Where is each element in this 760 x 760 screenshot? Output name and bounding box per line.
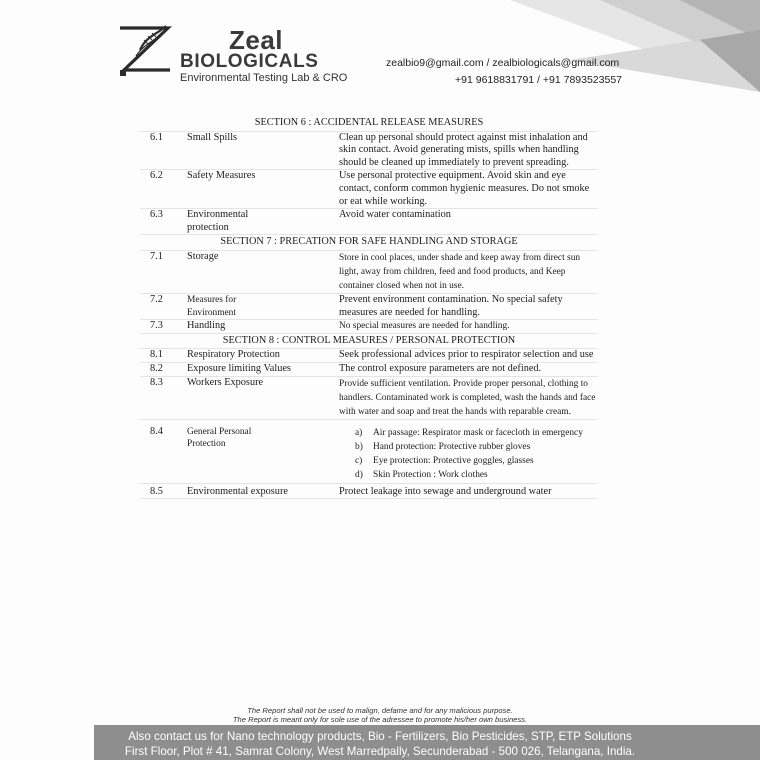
zeal-logo-icon xyxy=(116,22,174,78)
row-label: Workers Exposure xyxy=(187,376,264,388)
table-row xyxy=(140,251,598,294)
row-number: 8.1 xyxy=(150,349,163,361)
table-row xyxy=(140,209,598,235)
contact-emails: zealbio9@gmail.com / zealbiologicals@gmail.com xyxy=(386,57,620,69)
row-description: Protect leakage into sewage and underground water xyxy=(339,485,552,497)
row-label: Storage xyxy=(187,250,219,262)
row-label: Measures for Environment xyxy=(187,294,237,318)
row-description: Use personal protective equipment. Avoid skin and eye contact, conform common hygienic measures. Do not smoke or eat while working. xyxy=(339,170,590,207)
row-label: Exposure limiting Values xyxy=(187,362,291,374)
table-row xyxy=(140,170,598,209)
row-number: 8.5 xyxy=(150,485,163,497)
row-description: The control exposure parameters are not defined. xyxy=(339,362,542,374)
list-item-text: Air passage: Respirator mask or facecloth in emergency xyxy=(373,427,583,438)
section-heading: SECTION 8 : CONTROL MEASURES / PERSONAL PROTECTION xyxy=(140,334,598,350)
list-item xyxy=(355,426,596,440)
table-row xyxy=(140,420,598,484)
row-number: 7.2 xyxy=(150,293,163,305)
brand-name: Zeal xyxy=(229,25,284,55)
table-row xyxy=(140,320,598,334)
row-description: Prevent environment contamination. No special safety measures are needed for handling. xyxy=(339,293,563,318)
brand-tagline: Environmental Testing Lab & CRO xyxy=(180,72,348,84)
table-row xyxy=(140,132,598,171)
row-label: Respiratory Protection xyxy=(187,349,280,361)
row-label: Environmental exposure xyxy=(187,485,288,497)
section-heading: SECTION 6 : ACCIDENTAL RELEASE MEASURES xyxy=(140,116,598,132)
row-description: Clean up personal should protect against mist inhalation and skin contact. Avoid generating mists, spills when handling should be cleaned up immediately to prevent spreading. xyxy=(339,131,588,168)
safety-data-table xyxy=(140,116,598,499)
list-item-letter: a) xyxy=(355,427,363,438)
row-label: Safety Measures xyxy=(187,170,256,182)
row-label: Handling xyxy=(187,320,226,332)
disclaimer-line-2: The Report is meant only for sole use of the adressee to promote his/her own business. xyxy=(232,715,528,724)
table-row xyxy=(140,377,598,420)
row-label: General Personal Protection xyxy=(187,426,252,450)
row-number: 8.3 xyxy=(150,376,163,388)
row-number: 8.2 xyxy=(150,362,163,374)
row-description: Provide sufficient ventilation. Provide proper personal, clothing to handlers. Contaminated work is completed, wash the hands and face with water and soap and treat the hands with reparable cream. xyxy=(339,378,596,417)
list-item xyxy=(355,440,596,454)
row-description: Store in cool places, under shade and keep away from direct sun light, away from children, feed and food products, and Keep container closed when not in use. xyxy=(339,252,581,291)
row-label: Environmental protection xyxy=(187,209,249,233)
row-number: 6.1 xyxy=(150,131,163,143)
table-row xyxy=(140,294,598,320)
row-description: No special measures are needed for handling. xyxy=(339,321,510,332)
row-number: 8.4 xyxy=(150,425,163,437)
list-item-text: Eye protection: Protective goggles, glasses xyxy=(373,455,534,466)
row-number: 6.3 xyxy=(150,209,163,221)
table-row xyxy=(140,484,598,500)
list-item-text: Skin Protection : Work clothes xyxy=(373,469,488,480)
row-label: Small Spills xyxy=(187,131,238,143)
disclaimer-line-1: The Report shall not be used to malign, defame and for any malicious purpose. xyxy=(247,706,513,715)
list-item xyxy=(355,468,596,482)
protection-list xyxy=(339,426,598,482)
contact-phones: +91 9618831791 / +91 7893523557 xyxy=(455,74,623,86)
list-item-text: Hand protection: Protective rubber gloves xyxy=(373,441,531,452)
list-item xyxy=(355,454,596,468)
table-row xyxy=(140,363,598,377)
list-item-letter: b) xyxy=(355,441,363,452)
row-number: 7.3 xyxy=(150,320,163,332)
row-number: 6.2 xyxy=(150,170,163,182)
footer-address-line: First Floor, Plot # 41, Samrat Colony, West Marredpally, Secunderabad - 500 026, Telangana, India. xyxy=(124,745,636,758)
row-number: 7.1 xyxy=(150,250,163,262)
row-description: Seek professional advices prior to respirator selection and use xyxy=(339,349,594,361)
list-item-letter: c) xyxy=(355,455,363,466)
table-row xyxy=(140,349,598,363)
brand-subtitle: BIOLOGICALS xyxy=(180,51,319,72)
list-item-letter: d) xyxy=(355,469,363,480)
footer-contact-line: Also contact us for Nano technology products, Bio - Fertilizers, Bio Pesticides, STP, ETP Solutions xyxy=(128,730,632,743)
row-description: Avoid water contamination xyxy=(339,209,451,221)
section-heading: SECTION 7 : PRECATION FOR SAFE HANDLING AND STORAGE xyxy=(140,235,598,251)
